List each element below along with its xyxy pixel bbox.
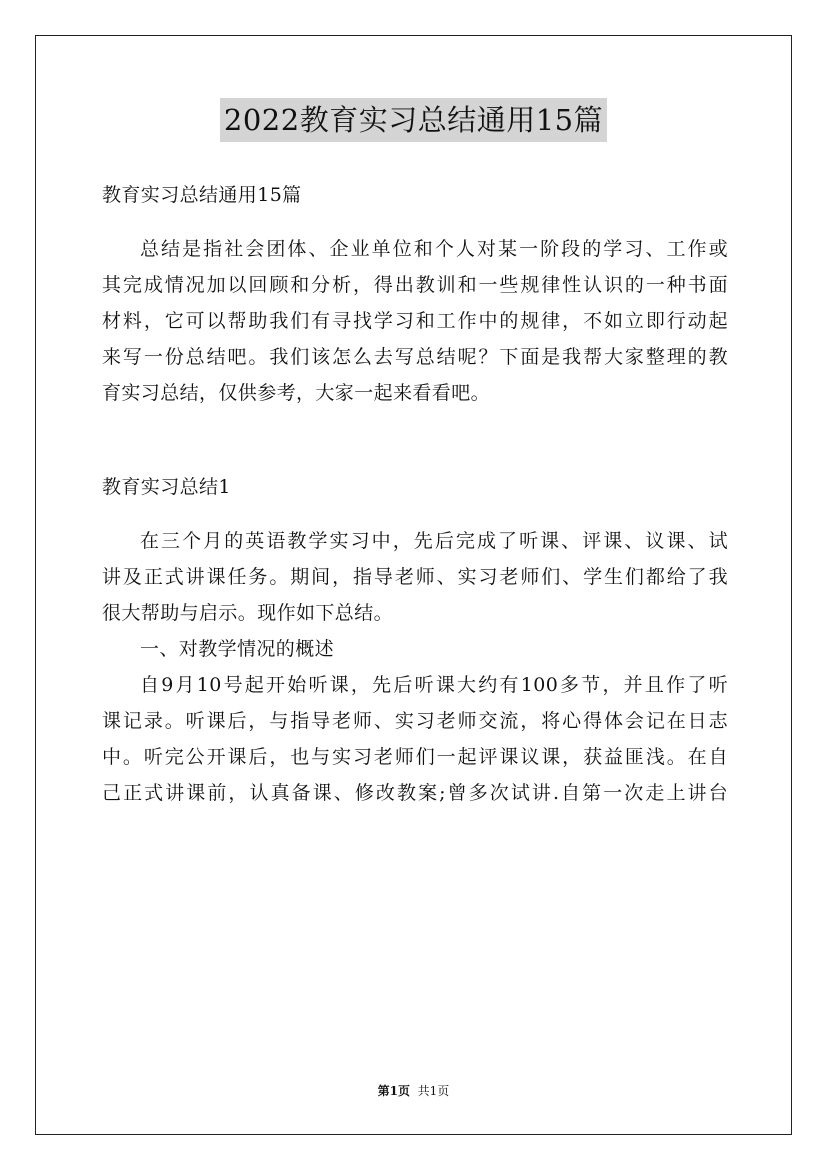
- paragraph-line: 中。听完公开课后，也与实习老师们一起评课议课，获益匪浅。在自: [102, 746, 728, 768]
- paragraph-line: 讲及正式讲课任务。期间，指导老师、实习老师们、学生们都给了我: [102, 566, 728, 588]
- intro-line: 其完成情况加以回顾和分析，得出教训和一些规律性认识的一种书面: [102, 274, 728, 296]
- intro-paragraph: [102, 231, 728, 411]
- page-footer: [0, 1083, 827, 1099]
- paragraph-line: 在三个月的英语教学实习中，先后完成了听课、评课、议课、试: [140, 530, 728, 552]
- paragraph-line: 课记录。听课后，与指导老师、实习老师交流，将心得体会记在日志: [102, 710, 728, 732]
- document-body: [102, 177, 728, 811]
- section-paragraph: [102, 667, 728, 811]
- document-title: 2022教育实习总结通用15篇: [220, 98, 607, 142]
- page-number: 第1页: [377, 1084, 411, 1098]
- intro-line: 材料，它可以帮助我们有寻找学习和工作中的规律，不如立即行动起: [102, 310, 728, 332]
- title-container: [0, 98, 827, 142]
- section-paragraph: [102, 523, 728, 631]
- subsection-heading: 一、对教学情况的概述: [140, 638, 335, 660]
- section-heading: 教育实习总结1: [102, 476, 231, 498]
- document-subtitle: 教育实习总结通用15篇: [102, 184, 302, 206]
- paragraph-line: 自9月10号起开始听课，先后听课大约有100多节，并且作了听: [140, 674, 728, 696]
- paragraph-line: 很大帮助与启示。现作如下总结。: [102, 602, 394, 624]
- intro-line: 总结是指社会团体、企业单位和个人对某一阶段的学习、工作或: [140, 238, 728, 260]
- intro-line: 来写一份总结吧。我们该怎么去写总结呢？下面是我帮大家整理的教: [102, 346, 728, 368]
- intro-line: 育实习总结，仅供参考，大家一起来看看吧。: [102, 382, 491, 404]
- page-total: 共1页: [417, 1084, 450, 1098]
- paragraph-line: 己正式讲课前，认真备课、修改教案;曾多次试讲.自第一次走上讲台: [102, 782, 728, 804]
